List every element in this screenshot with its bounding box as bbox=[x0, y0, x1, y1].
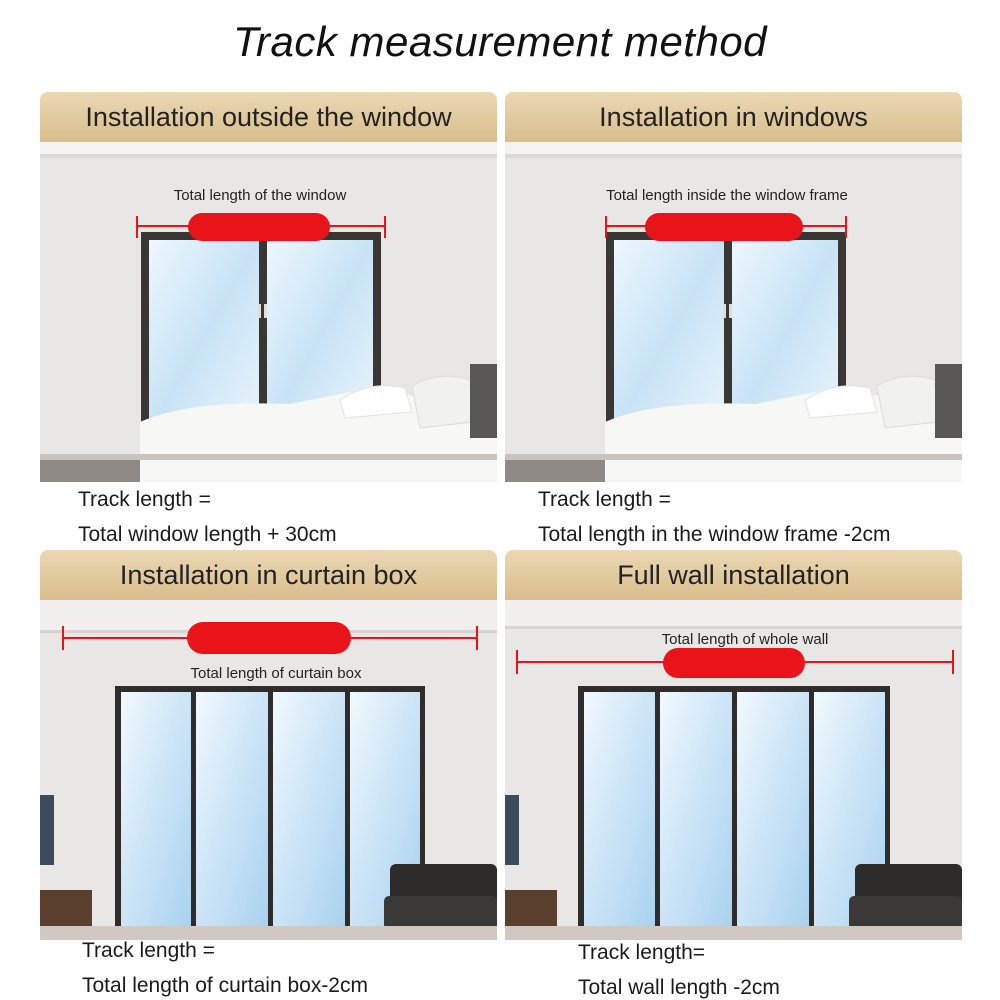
sofa bbox=[384, 864, 497, 930]
measure-label: Total length of whole wall bbox=[661, 631, 829, 648]
panel-in-windows bbox=[505, 92, 962, 482]
panel-curtain-box bbox=[40, 550, 497, 940]
red-pill-marker bbox=[187, 622, 351, 654]
room-illustration bbox=[505, 600, 962, 940]
panel-header: Full wall installation bbox=[505, 550, 962, 600]
side-cabinet bbox=[505, 890, 557, 926]
measure-label: Total length of curtain box bbox=[190, 665, 362, 682]
wall-tv bbox=[505, 795, 519, 865]
panel-header: Installation in curtain box bbox=[40, 550, 497, 600]
side-cabinet bbox=[40, 890, 92, 926]
measure-label: Total length inside the window frame bbox=[606, 187, 848, 204]
wall-tv bbox=[40, 795, 54, 865]
sofa bbox=[849, 864, 962, 930]
panel-header: Installation outside the window bbox=[40, 92, 497, 142]
room-illustration bbox=[505, 142, 962, 482]
panel-header: Installation in windows bbox=[505, 92, 962, 142]
panel-full-wall bbox=[505, 550, 962, 940]
caption-line-2: Total length of curtain box-2cm bbox=[82, 974, 368, 997]
sliding-door bbox=[115, 686, 425, 926]
red-pill-marker bbox=[188, 213, 330, 241]
caption-line-2: Total length in the window frame -2cm bbox=[538, 523, 891, 546]
room-illustration bbox=[40, 600, 497, 940]
caption-line-2: Total window length + 30cm bbox=[78, 523, 337, 546]
caption-line-1: Track length = bbox=[78, 488, 211, 511]
measure-label: Total length of the window bbox=[173, 187, 347, 204]
caption-line-1: Track length= bbox=[578, 941, 706, 964]
caption-line-2: Total wall length -2cm bbox=[578, 976, 780, 999]
sliding-door bbox=[578, 686, 890, 926]
panel-outside-window bbox=[40, 92, 497, 482]
page-title: Track measurement method bbox=[232, 18, 768, 65]
red-pill-marker bbox=[663, 648, 805, 678]
room-illustration bbox=[40, 142, 497, 482]
caption-line-1: Track length = bbox=[82, 939, 215, 962]
caption-line-1: Track length = bbox=[538, 488, 671, 511]
red-pill-marker bbox=[645, 213, 803, 241]
